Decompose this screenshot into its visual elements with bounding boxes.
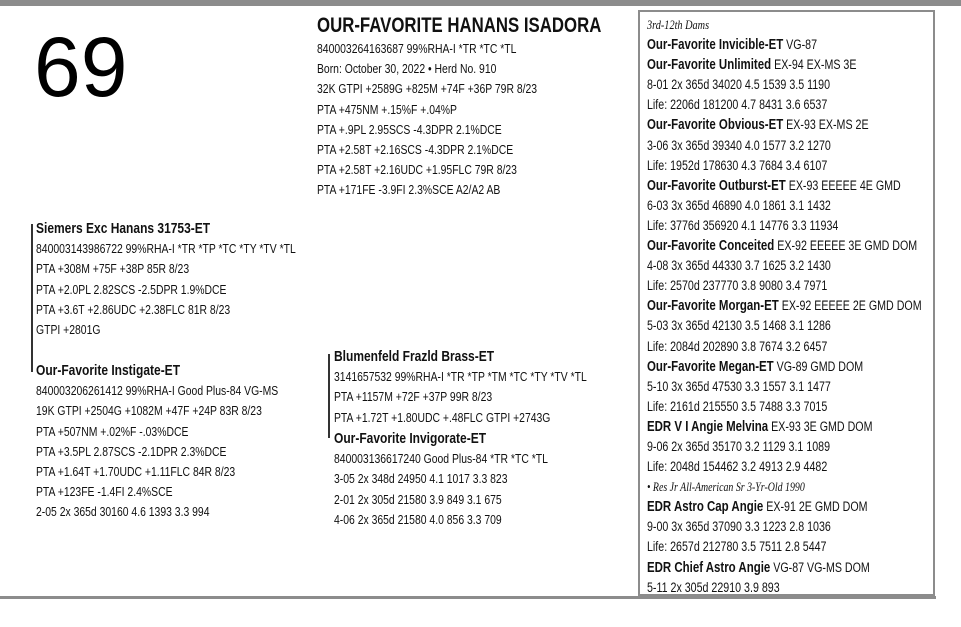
granddam-line: 2-01 2x 305d 21580 3.9 849 3.1 675 (334, 491, 502, 507)
sire-block (36, 219, 296, 340)
dam-entry-rating: EX-93 EX-MS 2E (783, 117, 869, 133)
dam-entry-name: Our-Favorite Unlimited (647, 57, 772, 74)
dams-box (638, 10, 935, 596)
dam-entry (647, 357, 922, 377)
dam-entry (647, 417, 922, 437)
sire-line: PTA +3.6T +2.86UDC +2.38FLC 81R 8/23 (36, 301, 231, 317)
subject-line: 840003264163687 99%RHA-I *TR *TC *TL (317, 41, 517, 56)
subject-line: PTA +.9PL 2.95SCS -4.3DPR 2.1%DCE (317, 121, 502, 137)
sire-name: Siemers Exc Hanans 31753-ET (36, 220, 211, 237)
dam-line: PTA +3.5PL 2.87SCS -2.1DPR 2.3%DCE (36, 443, 227, 459)
dam-line: 19K GTPI +2504G +1082M +47F +24P 83R 8/23 (36, 403, 262, 419)
granddam-name: Our-Favorite Invigorate-ET (334, 430, 487, 447)
dam-name: Our-Favorite Instigate-ET (36, 362, 181, 379)
dam-entry-record: Life: 2206d 181200 4.7 8431 3.6 6537 (647, 97, 828, 113)
dam-entry-rating: EX-93 3E GMD DOM (768, 418, 873, 434)
subject-block (317, 13, 601, 201)
subject-line: PTA +2.58T +2.16UDC +1.95FLC 79R 8/23 (317, 162, 517, 178)
dam-entry (647, 497, 922, 517)
subject-line: 32K GTPI +2589G +825M +74F +36P 79R 8/23 (317, 81, 538, 97)
subject-line: PTA +2.58T +2.16SCS -4.3DPR 2.1%DCE (317, 142, 514, 158)
dam-line: 2-05 2x 365d 30160 4.6 1393 3.3 994 (36, 504, 210, 520)
dam-entry-record: 6-03 3x 365d 46890 4.0 1861 3.1 1432 (647, 197, 831, 213)
dam-entry-rating: EX-92 EEEEE 3E GMD DOM (774, 238, 918, 254)
sire-line: 840003143986722 99%RHA-I *TR *TP *TC *TY *TV *TL (36, 241, 296, 257)
dam-entry-record: 9-00 3x 365d 37090 3.3 1223 2.8 1036 (647, 519, 831, 535)
granddam-line: 4-06 2x 365d 21580 4.0 856 3.3 709 (334, 511, 502, 527)
dam-entry-record: Life: 2570d 237770 3.8 9080 3.4 7971 (647, 278, 828, 294)
dam-entry-rating: EX-91 2E GMD DOM (763, 499, 868, 515)
dam-entry-record: Life: 3776d 356920 4.1 14776 3.3 11934 (647, 217, 839, 233)
dam-entry-name: Our-Favorite Conceited (647, 238, 775, 255)
subject-name: OUR-FAVORITE HANANS ISADORA (317, 14, 602, 37)
dam-line: PTA +123FE -1.4FI 2.4%SCE (36, 484, 173, 500)
granddam-block (334, 429, 548, 530)
dam-entry-record: 5-03 3x 365d 42130 3.5 1468 3.1 1286 (647, 318, 831, 334)
subject-line: Born: October 30, 2022 • Herd No. 910 (317, 61, 497, 77)
dam-line: PTA +507NM +.02%F -.03%DCE (36, 423, 189, 439)
dam-entry-record: Life: 2048d 154462 3.2 4913 2.9 4482 (647, 459, 828, 475)
dam-entry-name: EDR Astro Cap Angie (647, 499, 764, 516)
dam-entry-name: Our-Favorite Outburst-ET (647, 177, 786, 194)
dam-entry-record: 8-01 2x 365d 34020 4.5 1539 3.5 1190 (647, 77, 831, 93)
dam-entry-record: 3-06 3x 365d 39340 4.0 1577 3.2 1270 (647, 137, 831, 153)
dam-entry-name: EDR Chief Astro Angie (647, 559, 771, 576)
dam-entry-record: 5-10 3x 365d 47530 3.3 1557 3.1 1477 (647, 378, 831, 394)
dam-line: 840003206261412 99%RHA-I Good Plus-84 VG-MS (36, 383, 279, 399)
dam-sire-block (334, 347, 587, 428)
sire-line: GTPI +2801G (36, 322, 101, 338)
dam-entry-name: Our-Favorite Obvious-ET (647, 117, 784, 134)
dam-sire-line: PTA +1.72T +1.80UDC +.48FLC GTPI +2743G (334, 409, 551, 425)
dam-entry-rating: EX-93 EEEEE 4E GMD (785, 177, 901, 193)
dam-entry-record: 9-06 2x 365d 35170 3.2 1129 3.1 1089 (647, 438, 831, 454)
pedigree-bracket (31, 224, 33, 372)
dam-entry (647, 296, 922, 316)
dam-entry (647, 236, 922, 256)
sire-line: PTA +2.0PL 2.82SCS -2.5DPR 1.9%DCE (36, 281, 227, 297)
dam-entry-name: Our-Favorite Morgan-ET (647, 298, 779, 315)
dam-entry-name: Our-Favorite Invicible-ET (647, 37, 784, 54)
dam-entry (647, 176, 922, 196)
dam-entry-name: EDR V I Angie Melvina (647, 418, 769, 435)
dam-entry-record: Life: 2657d 212780 3.5 7511 2.8 5447 (647, 539, 827, 555)
dam-block (36, 361, 278, 523)
dam-sire-line: PTA +1157M +72F +37P 99R 8/23 (334, 389, 493, 405)
dam-entry-rating: VG-87 (783, 37, 818, 53)
dam-sire-line: 3141657532 99%RHA-I *TR *TP *TM *TC *TY *TV *TL (334, 369, 587, 385)
lot-number: 69 (34, 20, 128, 114)
top-rule (0, 0, 961, 6)
dam-entry-record: 4-08 3x 365d 44330 3.7 1625 3.2 1430 (647, 258, 831, 274)
dams-header: 3rd-12th Dams (647, 17, 710, 32)
granddam-line: 840003136617240 Good Plus-84 *TR *TC *TL (334, 451, 548, 467)
dam-entry-rating: EX-92 EEEEE 2E GMD DOM (778, 298, 922, 314)
sire-line: PTA +308M +75F +38P 85R 8/23 (36, 261, 190, 277)
dam-entry-record: 5-11 2x 305d 22910 3.9 893 (647, 579, 780, 595)
dam-entry (647, 558, 922, 578)
dams-list (647, 15, 922, 598)
dam-line: PTA +1.64T +1.70UDC +1.11FLC 84R 8/23 (36, 464, 236, 480)
dam-entry-name: Our-Favorite Megan-ET (647, 358, 774, 375)
bottom-rule (0, 596, 936, 599)
dam-entry-record: Life: 2161d 215550 3.5 7488 3.3 7015 (647, 398, 828, 414)
dam-entry (647, 35, 922, 55)
pedigree-bracket (328, 354, 330, 438)
dam-entry-record: Life: 1952d 178630 4.3 7684 3.4 6107 (647, 157, 828, 173)
subject-line: PTA +171FE -3.9FI 2.3%SCE A2/A2 AB (317, 182, 501, 198)
dam-entry-rating: VG-89 GMD DOM (773, 358, 864, 374)
dam-entry (647, 55, 922, 75)
subject-line: PTA +475NM +.15%F +.04%P (317, 101, 457, 117)
dam-entry-rating: EX-94 EX-MS 3E (771, 57, 857, 73)
dam-entry-rating: VG-87 VG-MS DOM (770, 559, 870, 575)
dam-entry-award: • Res Jr All-American Sr 3-Yr-Old 1990 (647, 480, 805, 495)
dam-sire-name: Blumenfeld Frazld Brass-ET (334, 348, 495, 365)
dam-entry (647, 115, 922, 135)
dam-entry-record: Life: 2084d 202890 3.8 7674 3.2 6457 (647, 338, 828, 354)
granddam-line: 3-05 2x 348d 24950 4.1 1017 3.3 823 (334, 471, 508, 487)
